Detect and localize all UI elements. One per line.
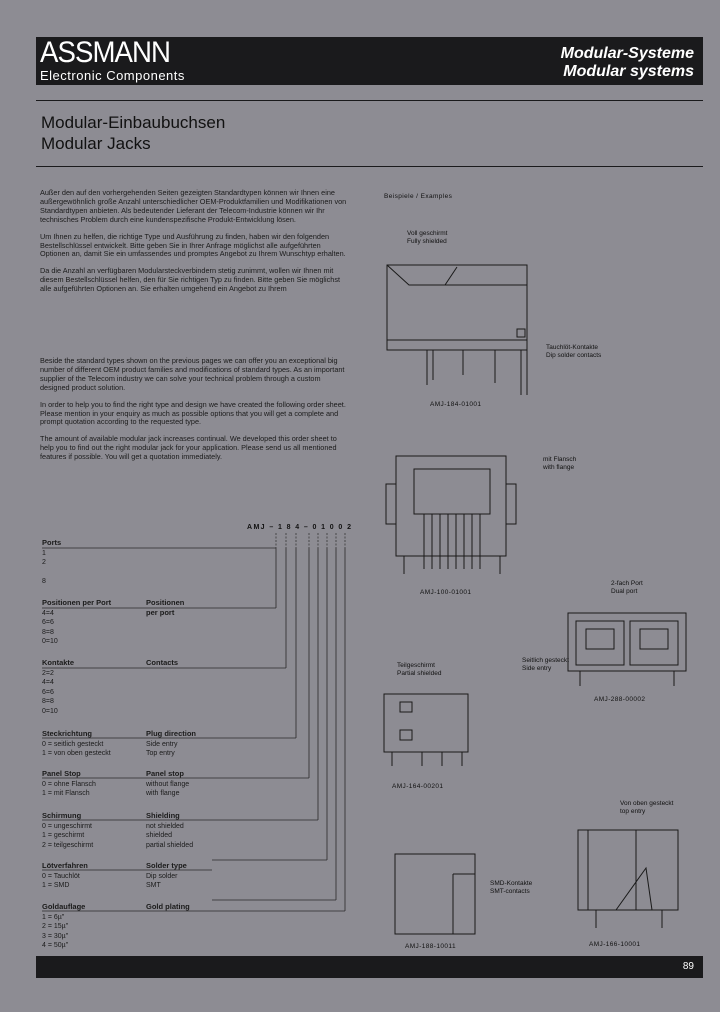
- option-heading-en: Contacts: [146, 658, 179, 667]
- fig1-jack-drawing: [385, 245, 545, 395]
- option-heading: Schirmung: [42, 811, 82, 820]
- fig3-note-en: Dual port: [611, 588, 638, 595]
- option-row: 1 = geschirmt: [42, 832, 85, 839]
- fig3-note2: [522, 657, 569, 673]
- paragraph: Außer den auf den vorhergehenden Seiten gezeigten Standardtypen können wir Ihnen eine außergewöhnlich große Anzahl unterschiedlicher OEM-Produktfamilien und Modifikationen von Standardtypen anbieten. Als bedeutender Lieferant der Telecom-Industrie können wir Ihr technisches Problem durch eine kundenspezifische Produkt-Entwicklung lösen.: [40, 188, 347, 224]
- section-title-de: Modular-Systeme: [560, 45, 694, 62]
- page-number: 89: [682, 961, 694, 972]
- fig5-note-de: Von oben gesteckt: [620, 800, 674, 807]
- fig3-note: [611, 580, 643, 596]
- fig2-label: AMJ-100-01001: [420, 589, 472, 596]
- paragraph: Da die Anzahl an verfügbaren Modularsteckverbindern stetig zunimmt, wollen wir Ihnen mit diesem Bestellschlüssel helfen, den für Sie richtigen Typ zu finden. Bitte geben Sie möglichst alle aufgeführten Optionen an. Sie erhalten umgehend ein Angebot zu Ihrem: [40, 266, 341, 294]
- fig1-note: [407, 230, 447, 246]
- option-row-en: with flange: [146, 790, 180, 797]
- option-row: 4 = 50µ": [42, 942, 69, 949]
- examples-label: Beispiele / Examples: [384, 193, 453, 200]
- paragraph: Um Ihnen zu helfen, die richtige Type und Ausführung zu finden, haben wir den folgenden Bestellschlüssel entwickelt. Bitte geben Sie in Ihrer Anfrage möglichst alle aufgeführten Optionen an, damit Sie ein umfassendes und promptes Angebot zu Ihrem Wunschtyp erhalten.: [40, 231, 346, 259]
- fig1-note2-en: Dip solder contacts: [546, 352, 602, 359]
- option-row: 8=8: [42, 698, 54, 705]
- option-row: 6=6: [42, 688, 54, 696]
- option-row: 4=4: [42, 609, 54, 617]
- fig3-note-de: 2-fach Port: [611, 580, 643, 587]
- option-row-en: not shielded: [146, 822, 184, 830]
- page-title-en: Modular Jacks: [41, 134, 151, 153]
- option-row: 8=8: [42, 628, 54, 636]
- fig4-jack-drawing: [382, 692, 472, 772]
- fig4-label: AMJ-164-00201: [392, 783, 444, 790]
- fig5-note-en: top entry: [620, 808, 646, 815]
- option-row: 0 = seitlich gesteckt: [42, 740, 104, 748]
- brand-name: ASSMANN: [40, 36, 171, 69]
- fig3-dual-port-drawing: [566, 611, 691, 691]
- option-row-en: SMT: [146, 882, 161, 889]
- order-code: AMJ – 1 8 4 – 0 1 0 0 2: [247, 524, 353, 531]
- option-row: 2: [42, 559, 46, 566]
- fig4-note-en: Partial shielded: [397, 670, 442, 677]
- option-row: 3 = 30µ": [42, 932, 69, 940]
- fig2-note: [543, 456, 576, 472]
- option-heading: Lötverfahren: [42, 861, 88, 870]
- option-row-en: Top entry: [146, 750, 175, 757]
- fig3-note2-en: Side entry: [522, 665, 552, 672]
- option-row: 0 = Tauchlöt: [42, 872, 80, 880]
- option-row: 2 = 15µ": [42, 923, 69, 930]
- fig2-note-de: mit Flansch: [543, 456, 577, 463]
- option-heading-en: Positionen per port: [146, 598, 185, 617]
- option-row-en: Side entry: [146, 740, 178, 748]
- fig4-note: [397, 662, 441, 678]
- option-row: 8: [42, 577, 46, 585]
- option-row: 4=4: [42, 679, 54, 686]
- option-heading: Goldauflage: [42, 902, 86, 911]
- option-row: 1: [42, 549, 46, 557]
- option-row: 2 = teilgeschirmt: [42, 841, 94, 849]
- option-heading-en: Plug direction: [146, 729, 197, 738]
- option-heading: Kontakte: [42, 658, 75, 667]
- option-row: 0 = ohne Flansch: [42, 780, 96, 788]
- fig6-note-en: SMT-contacts: [490, 888, 530, 895]
- option-heading-en: Shielding: [146, 811, 180, 820]
- fig1-note2-de: Tauchlöt-Kontakte: [546, 344, 599, 351]
- option-row-en: partial shielded: [146, 841, 194, 849]
- fig1-note-en: Fully shielded: [407, 238, 447, 245]
- fig1-note-de: Voll geschirmt: [407, 230, 448, 237]
- fig6-note-de: SMD-Kontakte: [490, 880, 533, 887]
- fig6-note: [490, 880, 532, 896]
- option-row: 6=6: [42, 619, 54, 626]
- option-row: 2=2: [42, 669, 54, 677]
- option-row-en: shielded: [146, 832, 173, 839]
- option-row: 0=10: [42, 638, 58, 645]
- option-heading-en: Panel stop: [146, 769, 184, 778]
- option-row: 1 = SMD: [42, 882, 70, 889]
- option-row: 1 = 6µ": [42, 913, 65, 921]
- fig5-label: AMJ-166-10001: [589, 941, 641, 948]
- option-row: 0 = ungeschirmt: [42, 822, 92, 830]
- fig4-note-de: Teilgeschirmt: [397, 662, 435, 669]
- option-row: 1 = mit Flansch: [42, 790, 90, 797]
- option-heading-en: Solder type: [146, 861, 187, 870]
- paragraph: The amount of available modular jack increases continual. We developed this order sheet to help you to find out the right modular jack for your application. Please send us all mentioned features if possible. You will get a quotation immediately.: [40, 434, 337, 462]
- brand-subtitle: Electronic Components: [40, 68, 185, 83]
- option-heading-en: Gold plating: [146, 902, 190, 911]
- option-heading: Ports: [42, 538, 62, 547]
- fig1-note2: [546, 344, 601, 360]
- fig1-label: AMJ-184-01001: [430, 401, 482, 408]
- fig6-smt-drawing: [393, 852, 483, 942]
- option-heading: Panel Stop: [42, 769, 81, 778]
- fig3-label: AMJ-288-00002: [594, 696, 646, 703]
- option-row-en: without flange: [146, 780, 190, 788]
- fig2-note-en: with flange: [543, 464, 575, 471]
- footer-bar: [36, 956, 703, 978]
- paragraph: Beside the standard types shown on the previous pages we can offer you an exceptional big number of different OEM product families and modifications of standard types. As an important supplier of the Telecom industry we can solve your technical problem through a custom designed product solution.: [40, 356, 345, 392]
- option-row: 0=10: [42, 707, 58, 715]
- option-heading: Positionen per Port: [42, 598, 112, 607]
- page-title-de: Modular-Einbaubuchsen: [41, 113, 226, 132]
- section-title-en: Modular systems: [563, 63, 694, 80]
- option-row: 1 = von oben gesteckt: [42, 750, 111, 757]
- fig5-note: [620, 800, 674, 816]
- option-row-en: Dip solder: [146, 872, 178, 880]
- fig6-label: AMJ-188-10011: [405, 943, 456, 950]
- fig3-note2-de: Seitlich gesteckt: [522, 657, 569, 664]
- option-heading: Steckrichtung: [42, 729, 93, 738]
- paragraph: In order to help you to find the right type and design we have created the following order sheet. Please mention in your enquiry as much as possible options that you will get a complete and prompt quotation according to the requested type.: [40, 399, 346, 427]
- fig2-jack-drawing: [384, 454, 524, 584]
- fig5-top-entry-drawing: [576, 828, 686, 938]
